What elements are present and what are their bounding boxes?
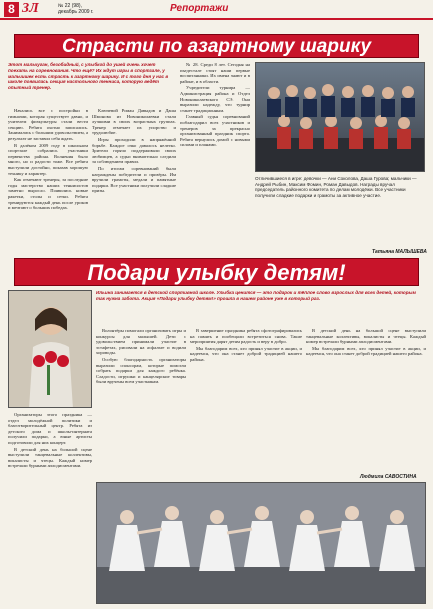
paragraph: Учредители турнира — Администрация района и Отдел Новониколаевского СЭ. Они выразили надежду, что турнир станет традиционным. — [180, 85, 250, 113]
photo-dancing-children — [96, 482, 426, 604]
paragraph: Как отмечают тренеры, за последние годы мастерство наших теннисистов заметно выросло. Появились новые ракетки, столы и сетки. Ребята тренируются каждый день после уроков и мечтают о больших победах. — [8, 177, 88, 211]
issue-info — [58, 3, 108, 15]
article2-column-2 — [96, 328, 186, 478]
section-rubric: Репортажи — [170, 3, 229, 14]
paragraph: Игры проходили в напряжённой борьбе. Каждое очко давалось нелегко. Зрители горячо поддерживали своих любимцев, а судьи внимательно следили за соблюдением правил. — [92, 136, 176, 165]
article2-column-3 — [190, 328, 302, 478]
article2-lead: Ильина занимается в детской спортивной школе. Улыбка ценится — это подарок и тёплое слово взрослых для всех детей, которым так нужна забота. Акция «Подари улыбку детям!» прошла в нашем районе уже в который раз. — [96, 290, 416, 301]
photo-caption: Отличившиеся в игре: девочки — Ани Соколова, Даша Гурова; мальчики — Андрей Рыбин, Максим Фомин, Роман Давыдов. Награды вручал председатель районного комитета по делам молодёжи. Все участники получили сладкие подарки и грамоты за активное участие. — [255, 176, 417, 198]
paragraph: В детский день на большой сцене выступили танцевальные коллективы, вокалисты и чтецы. Каждый номер встречали бурными аплодисментами. — [8, 446, 92, 469]
dancers-image — [97, 483, 426, 604]
masthead: ЗЛ — [22, 1, 39, 16]
article2-signature: Людмила САВОСТИНА — [360, 474, 417, 480]
article2-column-1 — [8, 412, 92, 602]
portrait-image — [9, 291, 92, 408]
photo-girl-with-flowers — [8, 290, 92, 408]
paragraph: Ключевой Роман Давыдов и Даша Шмонова из Новониколаевки стали лучшими в своих возрастных группах. Тренер отмечает их упорство и трудолюбие. — [92, 108, 176, 136]
page-header — [0, 0, 433, 20]
paragraph: По итогам соревнований были награждены победители и призёры. Им вручили грамоты, медали и памятные подарки. Все участники получили сладкие призы. — [92, 165, 176, 194]
paragraph: Организаторы этого праздника — отдел молодёжной политики и благотворительный центр. Ребята из детского дома и школы-интерната получили подарки, а юные артисты подготовили для них концерт. — [8, 412, 92, 445]
paragraph: № 28. Среди 8 лет. Сегодня на пьедестале стоят наши первые воспитанники. Их имена знают и в районе, и в области. — [180, 62, 250, 84]
article1-column-1 — [8, 108, 88, 254]
paragraph: В далёком 2009 году в школьном спортзале собрались участники первенства района. Волнения было много, но и радости тоже. Все ребята выступили достойно, показав хорошую технику и характер. — [8, 142, 88, 176]
issue-number: № 22 (98), — [58, 3, 82, 9]
group-photo-image — [256, 63, 425, 172]
paragraph: Мы благодарим всех, кто принял участие в акции, и надеемся, что она станет доброй традицией нашего района. — [306, 345, 426, 357]
page-number: 8 — [4, 2, 19, 17]
paragraph: Начались все с постройки в гимназии, которая существует давно, и учителем физкультуры стали вести секцию. Ребята охотно записались. Занимались с большим удовольствием, а результат не заставил себя ждать. — [8, 108, 88, 141]
article1-lead: Этот мальчуган, безобидный, с улыбкой до ушей очень хочет поехать на соревнования. Что ещё? Их ждут игры в спортзале, у мальчишек есть страсть к азартному шарику. И с того дня у нас в школе появилась секция настольного тенниса, которую ведёт опытный тренер. — [8, 62, 169, 91]
paragraph: Мы благодарим всех, кто принял участие в акции, и надеемся, что она станет доброй традицией нашего района. — [190, 345, 302, 362]
article2-headline: Подари улыбку детям! — [14, 258, 419, 286]
paragraph: В детский день на большой сцене выступили танцевальные коллективы, вокалисты и чтецы. Каждый номер встречали бурными аплодисментами. — [306, 328, 426, 345]
paragraph: В завершение праздника ребята сфотографировались на память и пообещали встретиться снова. Такие мероприятия дарят детям радость и веру в добро. — [190, 328, 302, 345]
article2-column-4 — [306, 328, 426, 474]
group-photo-tennis-players — [255, 62, 425, 172]
article1-column-3 — [180, 62, 250, 254]
paragraph: Волонтёры помогали организовать игры и конкурсы для малышей. Дети с удовольствием принимали участие в эстафетах, рисовали на асфальте и водили хороводы. — [96, 328, 186, 356]
article1-signature: Татьяна МАЛЫШЕВА — [372, 249, 427, 255]
issue-date: декабрь 2009 г. — [58, 9, 94, 15]
paragraph: Главный судья соревнований поблагодарил всех участников и тренеров за прекрасно организованный праздник спорта. Ребята вернулись домой с новыми силами и планами. — [180, 114, 250, 148]
article1-headline: Страсти по азартному шарику — [14, 34, 419, 58]
paragraph: Особую благодарность организаторы выразили спонсорам, которые помогли собрать подарки для каждого ребёнка. Сладости, игрушки и канцелярские товары были вручены всем участникам. — [96, 356, 186, 385]
article1-column-2 — [92, 108, 176, 254]
